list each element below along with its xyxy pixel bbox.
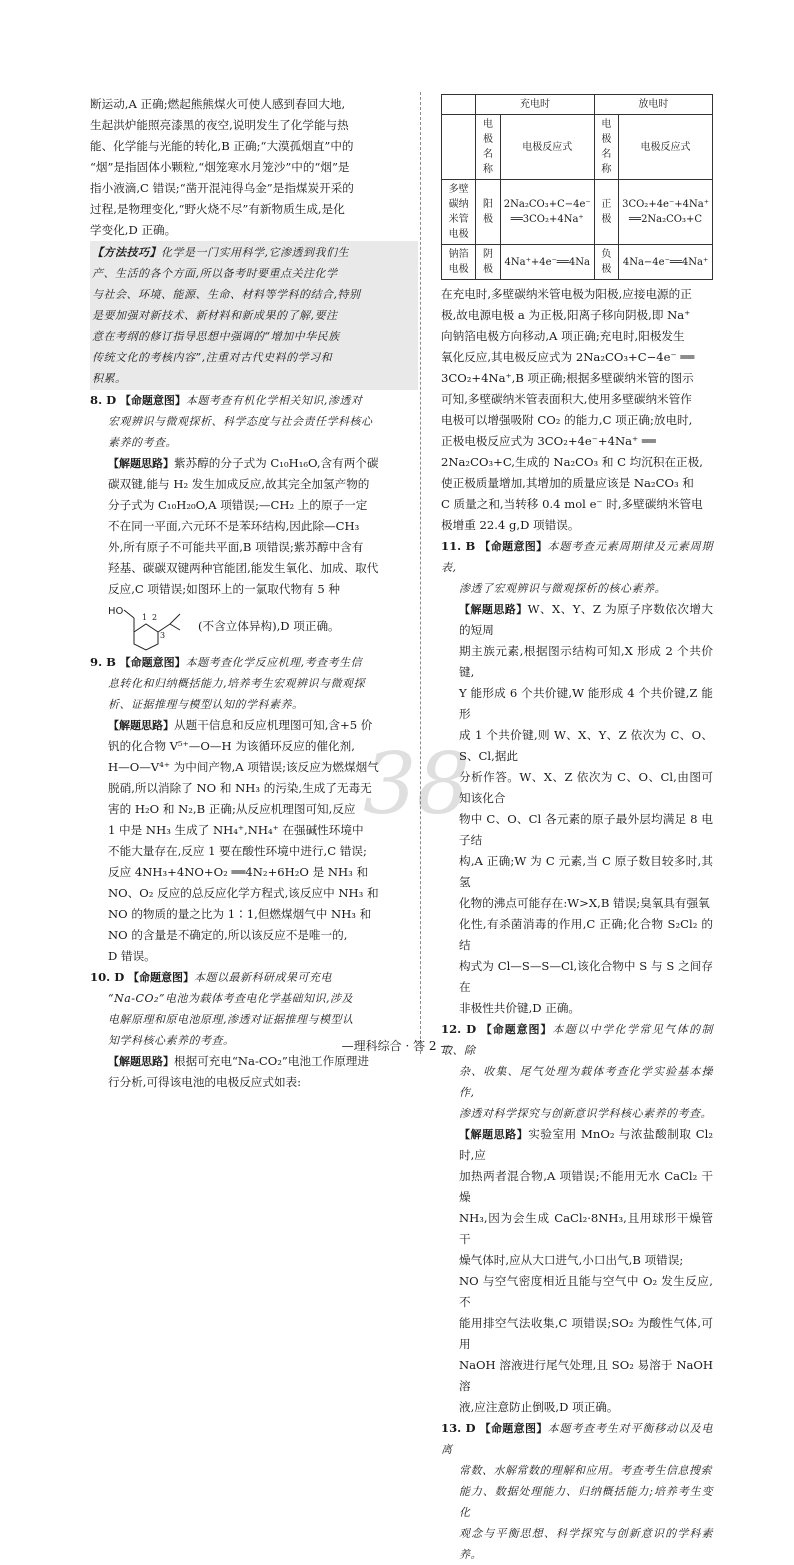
text-line: “烟”是指固体小颗粒,“烟笼寒水月笼沙”中的“烟”是	[90, 160, 350, 174]
text-line: 非极性共价键,D 正确。	[459, 1001, 581, 1015]
text-line: NaOH 溶液进行尾气处理,且 SO₂ 易溶于 NaOH 溶	[459, 1358, 713, 1393]
table-row	[442, 180, 713, 245]
q7-continuation	[90, 94, 418, 241]
text-line: 使正极质量增加,其增加的质量应该是 Na₂CO₃ 和	[441, 476, 694, 490]
text-line: 加热两者混合物,A 项错误;不能用无水 CaCl₂ 干燥	[459, 1169, 713, 1204]
question-number: 13. D	[441, 1421, 476, 1435]
reaction-line: ══3CO₂+4Na⁺	[510, 214, 584, 225]
text-line: 本题以中学化学常见气体的制取、除	[441, 1023, 714, 1057]
text-line: 紫苏醇的分子式为 C₁₀H₁₆O,含有两个碳	[174, 456, 379, 470]
text-line: D 错误。	[108, 949, 156, 963]
intent-tag: 【命题意图】	[479, 1422, 548, 1435]
text-line: Y 能形成 6 个共价键,W 能形成 4 个共价键,Z 能形	[459, 686, 713, 721]
text-line: 成 1 个共价键,则 W、X、Y、Z 依次为 C、O、S、Cl,据此	[459, 728, 713, 763]
text-line: 液,应注意防止倒吸,D 项正确。	[459, 1400, 619, 1414]
text-line: 积累。	[92, 372, 127, 385]
text-line: 化物的沸点可能存在:W>X,B 错误;臭氧具有强氧	[459, 896, 710, 910]
text-line: 碳双键,能与 H₂ 发生加成反应,故其完全加氢产物的	[108, 477, 370, 491]
text-line: 素养的考查。	[108, 436, 177, 449]
text-line: 渗透对科学探究与创新意识学科核心素养的考查。	[459, 1107, 712, 1120]
text-line: 极增重 22.4 g,D 项错误。	[441, 518, 580, 532]
text-line: 是要加强对新技术、新材料和新成果的了解,要注	[92, 309, 338, 322]
text-line: 本题考查有机化学相关知识,渗透对	[185, 394, 363, 407]
table-cell: 电极反应式	[619, 115, 713, 180]
table-cell	[500, 180, 594, 245]
text-line: 观念与平衡思想、科学探究与创新意识的学科素养。	[459, 1527, 713, 1561]
text-line: 电极可以增强吸附 CO₂ 的能力,C 项正确;放电时,	[441, 413, 693, 427]
svg-text:1: 1	[142, 613, 148, 622]
text-line: 在充电时,多壁碳纳米管电极为阳极,应接电源的正	[441, 287, 692, 301]
text-line: 极,故电源电极 a 为正极,阳离子移向阴极,即 Na⁺	[441, 308, 691, 322]
q10-continuation	[441, 284, 713, 536]
table-cell: 正极	[594, 180, 618, 245]
text-line: 行分析,可得该电池的电极反应式如表:	[108, 1075, 302, 1089]
text-line: 钒的化合物 V⁵⁺—O—H 为该循环反应的催化剂,	[108, 739, 355, 753]
question-number: 12. D	[441, 1022, 477, 1036]
intent-tag: 【命题意图】	[119, 656, 186, 669]
question-10	[90, 967, 418, 1093]
text-line: 分析作答。W、X、Z 依次为 C、O、Cl,由图可知该化合	[459, 770, 713, 805]
text-line: 过程,是物理变化,“野火烧不尽”有新物质生成,是化	[90, 202, 345, 216]
idea-tag: 【解题思路】	[108, 457, 174, 470]
reaction-line: 2Na₂CO₃+C−4e⁻	[503, 199, 591, 210]
idea-tag: 【解题思路】	[108, 1055, 174, 1068]
right-column	[441, 94, 713, 1565]
text-line: 期主族元素,根据图示结构可知,X 形成 2 个共价键,	[459, 644, 713, 679]
text-line: “Na-CO₂”电池为载体考查电化学基础知识,涉及	[108, 992, 353, 1005]
intent-tag: 【命题意图】	[479, 540, 548, 553]
text-line: 物中 C、O、Cl 各元素的原子最外层均满足 8 电子结	[459, 812, 713, 847]
text-line: 化学是一门实用科学,它渗透到我们生	[161, 246, 349, 259]
text-line: 燥气体时,应从大口进气,小口出气,B 项错误;	[459, 1253, 684, 1267]
table-header-discharge: 放电时	[594, 95, 712, 115]
table-cell: 电极名称	[594, 115, 618, 180]
text-line: 氧化反应,其电极反应式为 2Na₂CO₃+C−4e⁻ ══	[441, 350, 695, 364]
question-13	[441, 1418, 713, 1565]
text-line: 向钠箔电极方向移动,A 项正确;充电时,阳极发生	[441, 329, 685, 343]
text-line: NO 与空气密度相近且能与空气中 O₂ 发生反应,不	[459, 1274, 713, 1309]
question-number: 9. B	[90, 655, 116, 669]
text-line: 宏观辨识与微观探析、科学态度与社会责任学科核心	[108, 415, 373, 428]
question-number: 8. D	[90, 393, 117, 407]
text-line: 析、证据推理与模型认知的学科素养。	[108, 698, 304, 711]
text-line: W、X、Y、Z 为原子序数依次增大的短周	[459, 602, 713, 637]
text-line: 不能大量存在,反应 1 要在酸性环境中进行,C 错误;	[108, 844, 367, 858]
page-footer: —理科综合 · 答 2 —	[341, 1039, 453, 1053]
table-cell: 钠箔电极	[442, 245, 476, 280]
text-line: 外,所有原子不可能共平面,B 项错误;紫苏醇中含有	[108, 540, 364, 554]
table-cell: 4Na−4e⁻══4Na⁺	[619, 245, 713, 280]
table-header-charge: 充电时	[476, 95, 594, 115]
text-line: 电解原理和原电池原理,渗透对证据推理与模型认	[108, 1013, 354, 1026]
text-line: 分子式为 C₁₀H₂₀O,A 项错误;—CH₂ 上的原子一定	[108, 498, 368, 512]
svg-text:3: 3	[160, 631, 166, 640]
text-line: 常数、水解常数的理解和应用。考查考生信息搜索	[459, 1464, 712, 1477]
text-line: 实验室用 MnO₂ 与浓盐酸制取 Cl₂ 时,应	[459, 1127, 713, 1162]
idea-tag: 【解题思路】	[108, 719, 174, 732]
text-line: 羟基、碳碳双键两种官能团,能发生氧化、加成、取代	[108, 561, 379, 575]
text-line: 息转化和归纳概括能力,培养考生宏观辨识与微观探	[108, 677, 365, 690]
text-line: 不在同一平面,六元环不是苯环结构,因此除—CH₃	[108, 519, 360, 533]
text-line: 能、化学能与光能的转化,B 正确;“大漠孤烟直”中的	[90, 139, 354, 153]
table-cell: 阳极	[476, 180, 500, 245]
structure-diagram	[108, 600, 198, 652]
text-line: NO 的物质的量之比为 1∶1,但燃煤烟气中 NH₃ 和	[108, 907, 372, 921]
text-line: H—O—V⁴⁺ 为中间产物,A 项错误;该反应为燃煤烟气	[108, 760, 379, 774]
method-tips-box	[90, 241, 418, 390]
question-number: 11. B	[441, 539, 476, 553]
idea-tag: 【解题思路】	[459, 603, 528, 616]
column-divider	[420, 92, 421, 1054]
text-line: 指小液滴,C 错误;“凿开混沌得乌金”是指煤炭开采的	[90, 181, 354, 195]
table-row	[442, 95, 713, 115]
text-line: 正极电极反应式为 3CO₂+4e⁻+4Na⁺ ══	[441, 434, 656, 448]
text-line: NH₃,因为会生成 CaCl₂·8NH₃,且用球形干燥管干	[459, 1211, 713, 1246]
question-12	[441, 1019, 713, 1418]
intent-tag: 【命题意图】	[480, 1023, 553, 1036]
question-9	[90, 652, 418, 967]
text-line: 构式为 Cl—S—S—Cl,该化合物中 S 与 S 之间存在	[459, 959, 713, 994]
text-line: 3CO₂+4Na⁺,B 项正确;根据多壁碳纳米管的图示	[441, 371, 694, 385]
text-line: 害的 H₂O 和 N₂,B 正确;从反应机理图可知,反应	[108, 802, 356, 816]
question-number: 10. D	[90, 970, 125, 984]
text-line: 渗透了宏观辨识与微观探析的核心素养。	[459, 582, 666, 595]
table-cell: 负极	[594, 245, 618, 280]
text-line: 学变化,D 正确。	[90, 223, 177, 237]
text-line: 可知,多壁碳纳米管表面积大,使用多壁碳纳米管作	[441, 392, 692, 406]
electrode-reaction-table	[441, 94, 713, 280]
text-line: 本题考查元素周期律及元素周期表,	[441, 540, 714, 574]
perillyl-alcohol-structure	[90, 600, 418, 652]
text-line: 构,A 正确;W 为 C 元素,当 C 原子数目较多时,其氢	[459, 854, 713, 889]
text-line: 产、生活的各个方面,所以备考时要重点关注化学	[92, 267, 338, 280]
text-line: C 质量之和,当转移 0.4 mol e⁻ 时,多壁碳纳米管电	[441, 497, 703, 511]
table-cell	[442, 115, 476, 180]
text-line: 意在考纲的修订指导思想中强调的“增加中华民族	[92, 330, 340, 343]
table-row	[442, 245, 713, 280]
text-line: 本题考查化学反应机理,考查考生信	[185, 656, 363, 669]
table-cell: 阴极	[476, 245, 500, 280]
text-line: 与社会、环境、能源、生命、材料等学科的结合,特别	[92, 288, 361, 301]
text-line: 能用排空气法收集,C 项错误;SO₂ 为酸性气体,可用	[459, 1316, 713, 1351]
text-line: 从题干信息和反应机理图可知,含+5 价	[174, 718, 373, 732]
text-line: 本题以最新科研成果可充电	[193, 971, 332, 984]
text-line: 根据可充电“Na-CO₂”电池工作原理进	[174, 1054, 369, 1068]
text-line: 知学科核心素养的考查。	[108, 1034, 235, 1047]
text-line: 能力、数据处理能力、归纳概括能力;培养考生变化	[459, 1485, 713, 1519]
text-line: NO、O₂ 反应的总反应化学方程式,该反应中 NH₃ 和	[108, 886, 379, 900]
table-cell: 电极反应式	[500, 115, 594, 180]
reaction-line: 3CO₂+4e⁻+4Na⁺	[622, 199, 709, 210]
left-column	[90, 94, 418, 1093]
text-line: 反应 4NH₃+4NO+O₂ ══4N₂+6H₂O 是 NH₃ 和	[108, 865, 369, 879]
text-line: 传统文化的考核内容”,注重对古代史料的学习和	[92, 351, 333, 364]
table-corner	[442, 95, 476, 115]
table-cell: 4Na⁺+4e⁻══4Na	[500, 245, 594, 280]
text-line: NO 的含量是不确定的,所以该反应不是唯一的,	[108, 928, 348, 942]
question-8	[90, 390, 418, 652]
text-line: 生起洪炉能照亮漆黑的夜空,说明发生了化学能与热	[90, 118, 349, 132]
reaction-line: ══2Na₂CO₃+C	[629, 214, 703, 225]
text-line: 脱硝,所以消除了 NO 和 NH₃ 的污染,生成了无毒无	[108, 781, 372, 795]
structure-note: (不含立体异构),D 项正确。	[198, 618, 340, 633]
svg-text:2: 2	[152, 613, 158, 622]
table-cell	[619, 180, 713, 245]
svg-text:HO: HO	[108, 606, 124, 617]
table-cell: 电极名称	[476, 115, 500, 180]
intent-tag: 【命题意图】	[127, 971, 194, 984]
text-line: 杂、收集、尾气处理为载体考查化学实验基本操作,	[459, 1065, 713, 1099]
text-line: 1 中是 NH₃ 生成了 NH₄⁺,NH₄⁺ 在强碱性环境中	[108, 823, 364, 837]
svg-text:38: 38	[363, 735, 470, 830]
idea-tag: 【解题思路】	[459, 1128, 529, 1141]
table-row	[442, 115, 713, 180]
text-line: 断运动,A 正确;燃起熊熊煤火可使人感到春回大地,	[90, 97, 346, 111]
table-cell: 多壁碳纳米管电极	[442, 180, 476, 245]
method-tag: 【方法技巧】	[92, 246, 161, 259]
intent-tag: 【命题意图】	[119, 394, 186, 407]
text-line: 本题考查考生对平衡移动以及电离	[441, 1422, 714, 1456]
text-line: 反应,C 项错误;如图环上的一氯取代物有 5 种	[108, 582, 340, 596]
text-line: 2Na₂CO₃+C,生成的 Na₂CO₃ 和 C 均沉积在正极,	[441, 455, 703, 469]
text-line: 化性,有杀菌消毒的作用,C 正确;化合物 S₂Cl₂ 的结	[459, 917, 713, 952]
question-11	[441, 536, 713, 1019]
